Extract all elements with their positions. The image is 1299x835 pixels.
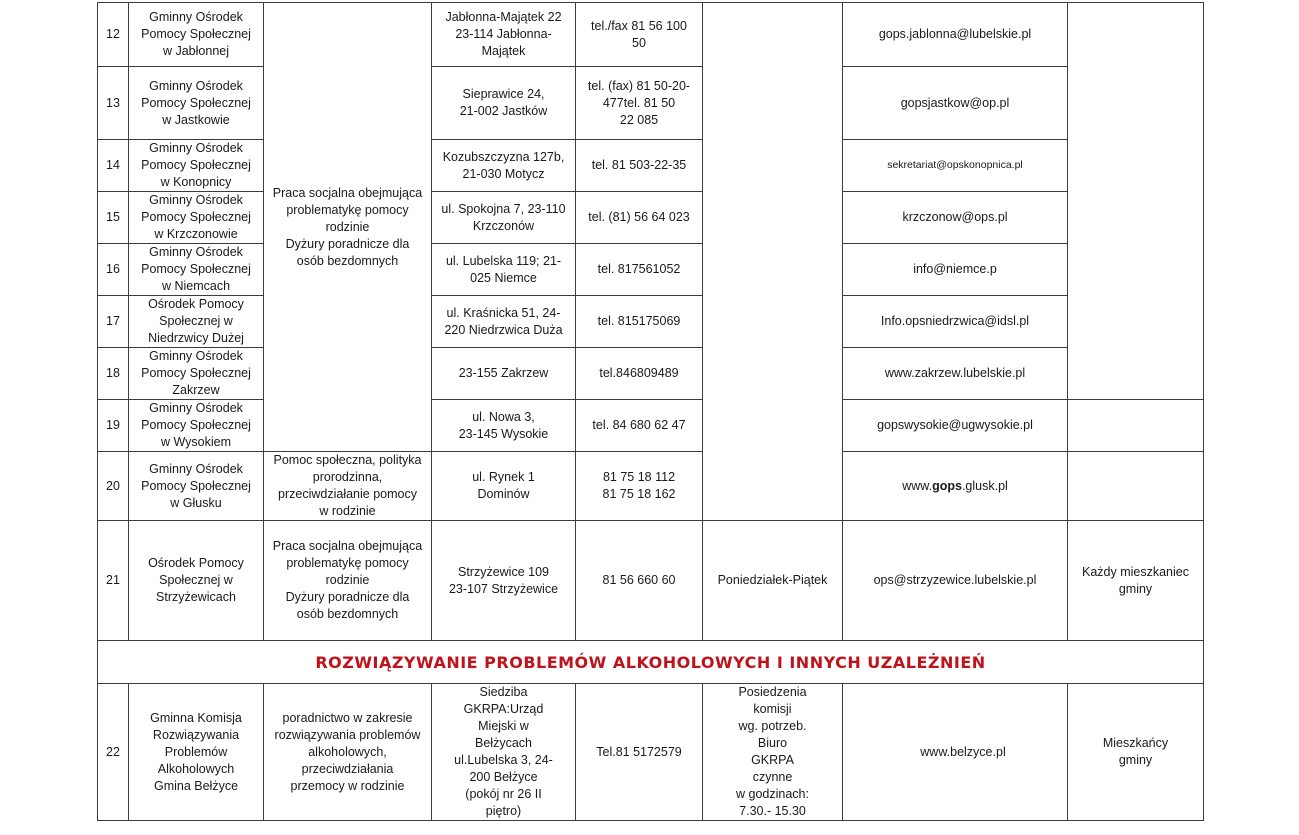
text-line: czynne	[752, 770, 793, 784]
text-line: Siedziba	[479, 685, 528, 699]
text-line: Gminny Ośrodek	[149, 193, 243, 207]
text-line: ul.Lubelska 3, 24-	[454, 753, 553, 767]
text-line: Pomocy Społecznej	[141, 27, 251, 41]
text-line: Pomocy Społecznej	[141, 366, 251, 380]
recipients	[1068, 3, 1204, 400]
text-line: Pomocy Społecznej	[141, 418, 251, 432]
text-line: tel.846809489	[599, 366, 679, 380]
text-line: ul. Nowa 3,	[472, 409, 535, 424]
section-header-row	[98, 641, 1204, 684]
text-line: w Jabłonnej	[162, 44, 229, 58]
table-row	[98, 452, 1204, 521]
text-line: w Jastkowie	[162, 112, 230, 127]
text-line: przemocy w rodzinie	[290, 778, 405, 793]
text-line: problematykę pomocy	[286, 202, 409, 217]
text-line: tel. (fax) 81 50-20-	[587, 78, 691, 93]
table-row	[98, 67, 1204, 140]
text-line: Pomocy Społecznej	[141, 210, 251, 224]
text-line: GKRPA	[751, 753, 794, 767]
text-line: rodzinie	[325, 573, 370, 587]
address	[432, 296, 576, 348]
email: www.zakrzew.lubelskie.pl	[843, 348, 1068, 400]
text-line: Gminny Ośrodek	[149, 349, 243, 363]
institution-name	[129, 67, 264, 140]
row-number: 20	[98, 452, 129, 521]
address	[432, 348, 576, 400]
text-line: tel. 84 680 62 47	[592, 418, 686, 432]
institution-name	[129, 348, 264, 400]
email: info@niemce.p	[843, 244, 1068, 296]
table-row	[98, 296, 1204, 348]
text-line: 477tel. 81 50	[602, 95, 676, 110]
table-row	[98, 521, 1204, 641]
text-line: Gminny Ośrodek	[149, 461, 243, 476]
text-line: 23-107 Strzyżewice	[448, 581, 559, 596]
text-line: w rodzinie	[319, 504, 376, 518]
text-line: Tel.81 5172579	[596, 744, 682, 759]
institution-name	[129, 3, 264, 67]
text-line: w Niemcach	[161, 279, 231, 293]
opening-hours	[703, 3, 843, 521]
text-line: Gminna Komisja	[150, 710, 242, 725]
text-line: ul. Rynek 1	[472, 470, 535, 484]
text-line: osób bezdomnych	[296, 253, 399, 268]
text-line: (pokój nr 26 II	[465, 787, 542, 801]
text-line: 23-114 Jabłonna-	[455, 27, 552, 41]
institution-name	[129, 452, 264, 521]
text-line: Alkoholowych	[157, 761, 235, 776]
text-line: Dominów	[477, 487, 530, 501]
address	[432, 684, 576, 821]
text-line: prorodzinna,	[312, 470, 383, 484]
text-line: tel. 815175069	[597, 314, 681, 328]
text-line: Społecznej w	[159, 314, 233, 328]
text-line: 23-155 Zakrzew	[458, 366, 549, 380]
email: gopsjastkow@op.pl	[843, 67, 1068, 140]
row-number: 22	[98, 684, 129, 821]
text-line: w Wysokiem	[160, 435, 232, 449]
text-line: Ośrodek Pomocy	[148, 297, 244, 311]
recipients	[1068, 452, 1204, 521]
text-line: ul. Spokojna 7, 23-110	[441, 201, 566, 216]
text-line: komisji	[753, 702, 792, 716]
email: gopswysokie@ugwysokie.pl	[843, 400, 1068, 452]
text-line: Problemów	[164, 744, 228, 759]
email: gops.jablonna@lubelskie.pl	[843, 3, 1068, 67]
text-line: w godzinach:	[736, 787, 809, 801]
text-line: Bełżycach	[475, 736, 532, 750]
text-line: Gminny Ośrodek	[149, 10, 243, 24]
phone	[576, 452, 703, 521]
institution-name	[129, 244, 264, 296]
text-line: Pomocy Społecznej	[141, 262, 251, 276]
text-line: w Krzczonowie	[154, 227, 238, 241]
text-line: Gminny Ośrodek	[149, 141, 243, 155]
phone	[576, 521, 703, 641]
text-line: gminy	[1118, 753, 1153, 767]
text-line: 200 Bełżyce	[469, 770, 538, 784]
address	[432, 140, 576, 192]
website-part: .glusk.pl	[961, 478, 1008, 493]
text-line: 81 56 660 60	[602, 573, 676, 587]
address	[432, 244, 576, 296]
table-row	[98, 192, 1204, 244]
text-line: Praca socjalna obejmująca	[272, 539, 423, 553]
text-line: Pomocy Społecznej	[141, 478, 251, 493]
text-line: przeciwdziałanie pomocy	[278, 487, 417, 501]
row-number: 15	[98, 192, 129, 244]
text-line: rozwiązywania problemów	[274, 727, 421, 742]
recipients	[1068, 400, 1204, 452]
row-number: 19	[98, 400, 129, 452]
text-line: 50	[632, 35, 646, 50]
section-header: ROZWIĄZYWANIE PROBLEMÓW ALKOHOLOWYCH I INNYCH UZALEŻNIEŃ	[98, 641, 1204, 684]
address	[432, 3, 576, 67]
text-line: Dyżury poradnicze dla	[285, 590, 410, 604]
phone	[576, 140, 703, 192]
text-line: Jabłonna-Majątek 22	[445, 10, 562, 24]
text-line: przeciwdziałania	[301, 761, 394, 776]
text-line: osób bezdomnych	[296, 607, 399, 621]
text-line: Gminny Ośrodek	[149, 245, 243, 259]
text-line: 22 085	[619, 112, 659, 127]
text-line: Pomocy Społecznej	[141, 158, 251, 172]
text-line: Każdy mieszkaniec	[1082, 564, 1189, 579]
institution-name	[129, 684, 264, 821]
text-line: Gminny Ośrodek	[149, 401, 243, 415]
text-line: Kozubszczyzna 127b,	[442, 149, 565, 164]
text-line: w Głusku	[170, 495, 222, 510]
text-line: Pomoc społeczna, polityka	[273, 453, 422, 467]
text-line: 025 Niemce	[470, 270, 537, 285]
row-number: 17	[98, 296, 129, 348]
opening-hours: Poniedziałek-Piątek	[703, 521, 843, 641]
text-line: Gminny Ośrodek	[149, 78, 243, 93]
text-line: wg. potrzeb.	[738, 719, 807, 733]
phone	[576, 244, 703, 296]
address	[432, 400, 576, 452]
text-line: Społecznej w	[159, 573, 233, 587]
row-number: 12	[98, 3, 129, 67]
text-line: tel. (81) 56 64 023	[588, 210, 690, 224]
text-line: Posiedzenia	[738, 685, 807, 699]
institution-name	[129, 400, 264, 452]
text-line: poradnictwo w zakresie	[282, 710, 413, 725]
institution-name	[129, 521, 264, 641]
scope-of-help	[264, 3, 432, 452]
text-line: Strzyżewice 109	[457, 564, 549, 579]
email: Info.opsniedrzwica@idsl.pl	[843, 296, 1068, 348]
address	[432, 521, 576, 641]
address	[432, 452, 576, 521]
text-line: rodzinie	[325, 219, 370, 234]
phone	[576, 684, 703, 821]
email: sekretariat@opskonopnica.pl	[843, 140, 1068, 192]
institutions-table	[97, 2, 1204, 821]
phone	[576, 348, 703, 400]
text-line: Krzczonów	[472, 218, 535, 233]
text-line: w Konopnicy	[160, 175, 232, 189]
phone	[576, 400, 703, 452]
email: krzczonow@ops.pl	[843, 192, 1068, 244]
text-line: Biuro	[757, 736, 788, 750]
text-line: problematykę pomocy	[286, 556, 409, 570]
text-line: alkoholowych,	[308, 744, 387, 759]
website	[843, 452, 1068, 521]
text-line: Majątek	[481, 44, 526, 58]
scope-of-help	[264, 684, 432, 821]
text-line: 23-145 Wysokie	[458, 426, 549, 441]
website: www.belzyce.pl	[843, 684, 1068, 821]
scope-of-help	[264, 452, 432, 521]
text-line: Praca socjalna obejmująca	[272, 185, 423, 200]
text-line: 7.30.- 15.30	[739, 804, 806, 818]
address	[432, 67, 576, 140]
email: ops@strzyzewice.lubelskie.pl	[843, 521, 1068, 641]
text-line: 220 Niedrzwica Duża	[444, 322, 563, 337]
text-line: Zakrzew	[172, 383, 220, 397]
text-line: Miejski w	[478, 719, 529, 733]
text-line: Dyżury poradnicze dla	[285, 236, 410, 251]
text-line: 21-030 Motycz	[462, 166, 545, 181]
text-line: piętro)	[485, 804, 522, 818]
text-line: Niedrzwicy Dużej	[148, 331, 244, 345]
text-line: Ośrodek Pomocy	[148, 556, 244, 570]
table-row	[98, 244, 1204, 296]
opening-hours	[703, 684, 843, 821]
table-row	[98, 400, 1204, 452]
text-line: ul. Kraśnicka 51, 24-	[446, 305, 561, 320]
table-row	[98, 348, 1204, 400]
text-line: Strzyżewicach	[156, 590, 236, 604]
table-row	[98, 3, 1204, 67]
address	[432, 192, 576, 244]
text-line: tel. 81 503-22-35	[591, 158, 687, 172]
text-line: ul. Lubelska 119; 21-	[445, 253, 562, 268]
table-row	[98, 684, 1204, 821]
recipients	[1068, 521, 1204, 641]
website-part: www.	[902, 478, 933, 493]
row-number: 21	[98, 521, 129, 641]
institution-name	[129, 296, 264, 348]
institution-name	[129, 140, 264, 192]
row-number: 16	[98, 244, 129, 296]
recipients	[1068, 684, 1204, 821]
text-line: Pomocy Społecznej	[141, 95, 251, 110]
text-line: 81 75 18 162	[602, 487, 676, 501]
text-line: Rozwiązywania	[152, 727, 240, 742]
text-line: tel./fax 81 56 100	[591, 18, 687, 33]
text-line: Mieszkańcy	[1102, 736, 1169, 750]
row-number: 14	[98, 140, 129, 192]
phone	[576, 3, 703, 67]
phone	[576, 192, 703, 244]
text-line: 21-002 Jastków	[459, 104, 548, 118]
text-line: GKRPA:Urząd	[463, 702, 544, 716]
text-line: gminy	[1118, 581, 1153, 596]
text-line: tel. 817561052	[597, 262, 681, 276]
institution-name	[129, 192, 264, 244]
website-part: gops	[932, 478, 962, 493]
text-line: Sieprawice 24,	[462, 87, 545, 101]
phone	[576, 67, 703, 140]
row-number: 13	[98, 67, 129, 140]
row-number: 18	[98, 348, 129, 400]
text-line: Gmina Bełżyce	[153, 778, 239, 793]
text-line: 81 75 18 112	[602, 470, 676, 484]
scope-of-help	[264, 521, 432, 641]
table-row	[98, 140, 1204, 192]
phone	[576, 296, 703, 348]
